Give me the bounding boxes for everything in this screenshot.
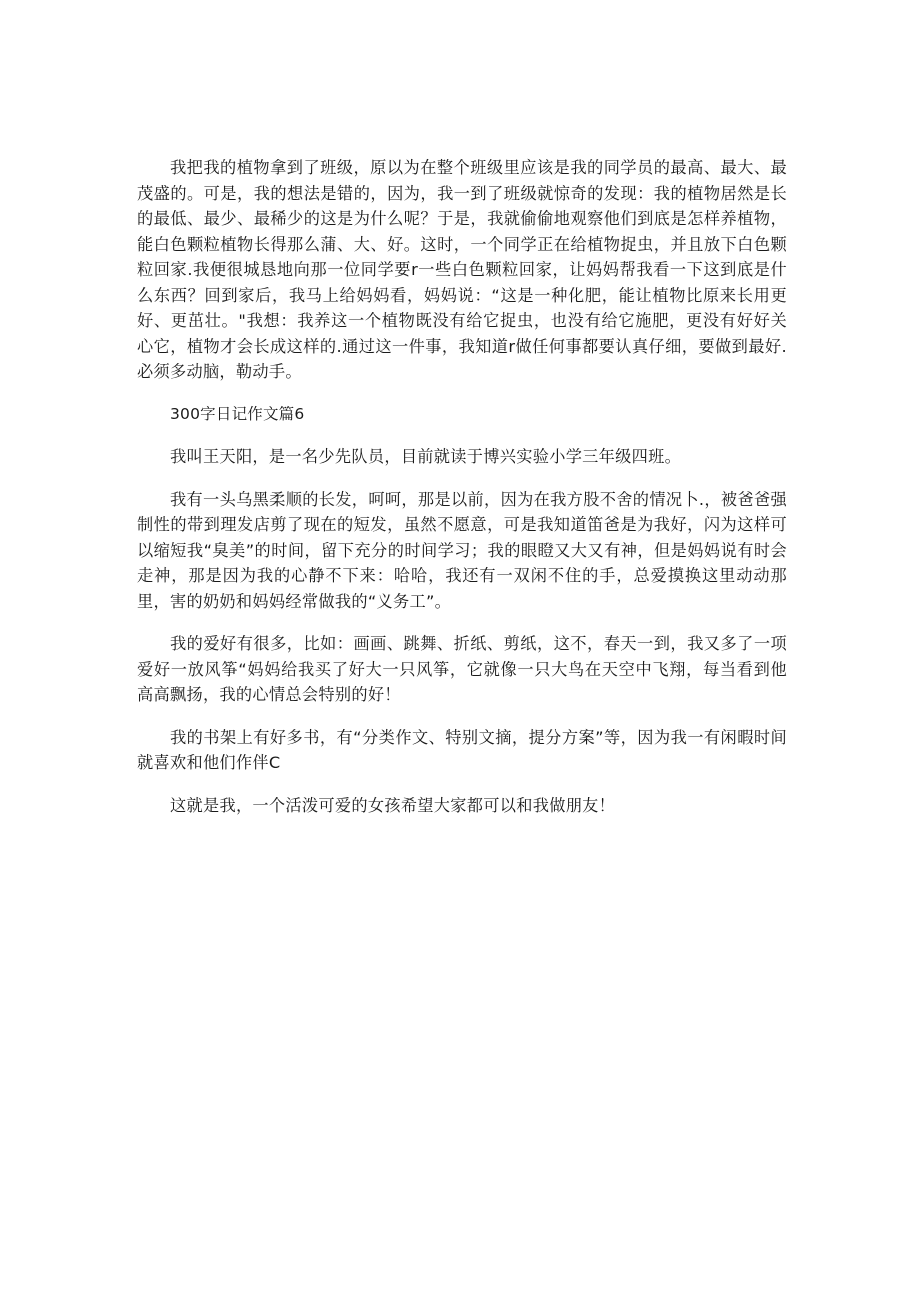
paragraph-intro: 我叫王天阳，是一名少先队员，目前就读于博兴实验小学三年级四班。: [170, 447, 682, 466]
paragraph-appearance: 我有一头乌黑柔顺的长发，呵呵，那是以前，因为在我方股不舍的情况卜.，被爸爸强制性的带到理发店剪了现在的短发，虽然不愿意，可是我知道笛爸是为我好，闪为这样可以缩短我“臭美”的时间，留下充分的时间学习；我的眼瞪又大又有神，但是妈妈说有时会走神，那是因为我的心静不下来：哈哈，我还有一双闲不住的手，总爱摸换这里动动那里，害的奶奶和妈妈经常做我的“义务工”。: [137, 489, 787, 611]
paragraph-closing: 这就是我，一个活泼可爱的女孩希望大家都可以和我做朋友！: [170, 795, 616, 815]
document-body: [137, 155, 787, 835]
paragraph-hobbies: 我的爱好有很多，比如：画画、跳舞、折纸、剪纸，这不，春天一到，我又多了一项爱好一放风筝“妈妈给我买了好大一只风筝，它就像一只大鸟在天空中飞翔，每当看到他高高飘扬，我的心情总会特别的好！: [137, 634, 787, 704]
paragraph-plant-story: 我把我的植物拿到了班级，原以为在整个班级里应该是我的同学员的最高、最大、最茂盛的。可是，我的想法是错的，因为，我一到了班级就惊奇的发现：我的植物居然是长的最低、最少、最稀少的这是为什么呢？于是，我就偷偷地观察他们到底是怎样养植物，能白色颗粒植物长得那么蒲、大、好。这时，一个同学正在给植物捉虫，并且放下白色颗粒回家.我便很城恳地向那一位同学要r一些白色颗粒回家，让妈妈帮我看一下这到底是什么东西？回到家后，我马上给妈妈看，妈妈说：“这是一种化肥，能让植物比原来长用更好、更茁壮。"我想：我养这一个植物既没有给它捉虫，也没有给它施肥，更没有好好关心它，植物才会长成这样的.通过这一件事，我知道r做任何事都要认真仔细，要做到最好.必须多动脑，勒动手。: [137, 158, 787, 381]
paragraph-bookshelf: 我的书架上有好多书，有“分类作文、特别文摘，提分方案”等，因为我一有闲暇时间就喜欢和他们作伴C: [137, 727, 787, 772]
section-heading: 300字日记作文篇6: [170, 404, 305, 423]
